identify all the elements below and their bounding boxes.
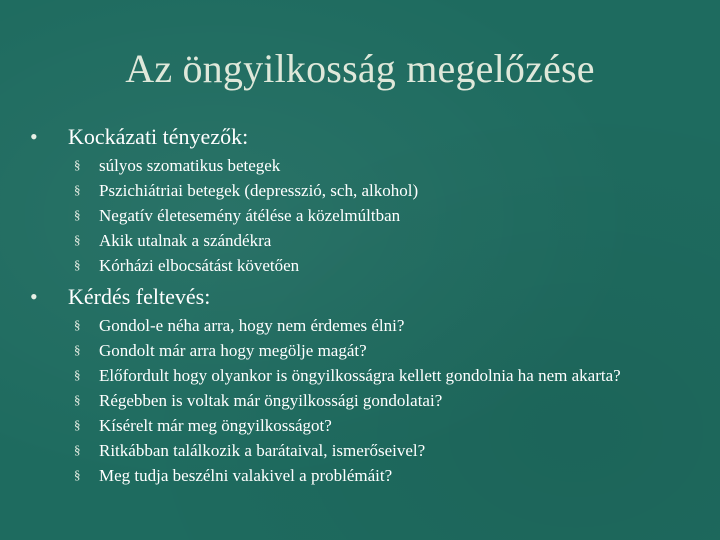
list-item-text: Gondol-e néha arra, hogy nem érdemes élni? — [99, 316, 405, 335]
section-sign-bullet-icon: § — [74, 442, 81, 457]
list-item — [74, 416, 690, 434]
section-sign-bullet-icon: § — [74, 317, 81, 332]
slide-content — [30, 122, 690, 491]
list-item — [74, 341, 690, 359]
list-item-text: Ritkábban találkozik a barátaival, ismerőseivel? — [99, 441, 426, 460]
section-sign-bullet-icon: § — [74, 232, 81, 247]
slide-title: Az öngyilkosság megelőzése — [125, 46, 595, 91]
list-item-text: Akik utalnak a szándékra — [99, 231, 272, 250]
section-heading-text: Kockázati tényezők: — [68, 124, 249, 149]
list-item — [74, 181, 690, 199]
list-item-text: Kórházi elbocsátást követően — [99, 256, 300, 275]
list-item-text: súlyos szomatikus betegek — [99, 156, 281, 175]
list-item — [74, 206, 690, 224]
list-item-text: Pszichiátriai betegek (depresszió, sch, alkohol) — [99, 181, 419, 200]
section-sign-bullet-icon: § — [74, 207, 81, 222]
list-item-text: Gondolt már arra hogy megölje magát? — [99, 341, 367, 360]
risk-factors-list — [74, 156, 690, 274]
questions-list — [74, 316, 690, 484]
bullet-icon: • — [30, 284, 38, 309]
list-item — [74, 231, 690, 249]
section-sign-bullet-icon: § — [74, 417, 81, 432]
list-item — [74, 391, 690, 409]
list-item — [74, 366, 690, 384]
list-item — [74, 156, 690, 174]
list-item — [74, 441, 690, 459]
list-item-text: Meg tudja beszélni valakivel a problémáit? — [99, 466, 393, 485]
list-item-text: Negatív életesemény átélése a közelmúltban — [99, 206, 401, 225]
section-heading-questions — [30, 282, 690, 312]
list-item — [74, 466, 690, 484]
bullet-icon: • — [30, 124, 38, 149]
section-sign-bullet-icon: § — [74, 342, 81, 357]
list-item-text: Előfordult hogy olyankor is öngyilkosságra kellett gondolnia ha nem akarta? — [99, 366, 621, 385]
section-heading-risk-factors — [30, 122, 690, 152]
section-sign-bullet-icon: § — [74, 157, 81, 172]
list-item — [74, 316, 690, 334]
section-sign-bullet-icon: § — [74, 467, 81, 482]
section-sign-bullet-icon: § — [74, 182, 81, 197]
section-sign-bullet-icon: § — [74, 257, 81, 272]
section-sign-bullet-icon: § — [74, 367, 81, 382]
list-item — [74, 256, 690, 274]
section-heading-text: Kérdés feltevés: — [68, 284, 211, 309]
list-item-text: Régebben is voltak már öngyilkossági gondolatai? — [99, 391, 443, 410]
list-item-text: Kísérelt már meg öngyilkosságot? — [99, 416, 332, 435]
section-sign-bullet-icon: § — [74, 392, 81, 407]
